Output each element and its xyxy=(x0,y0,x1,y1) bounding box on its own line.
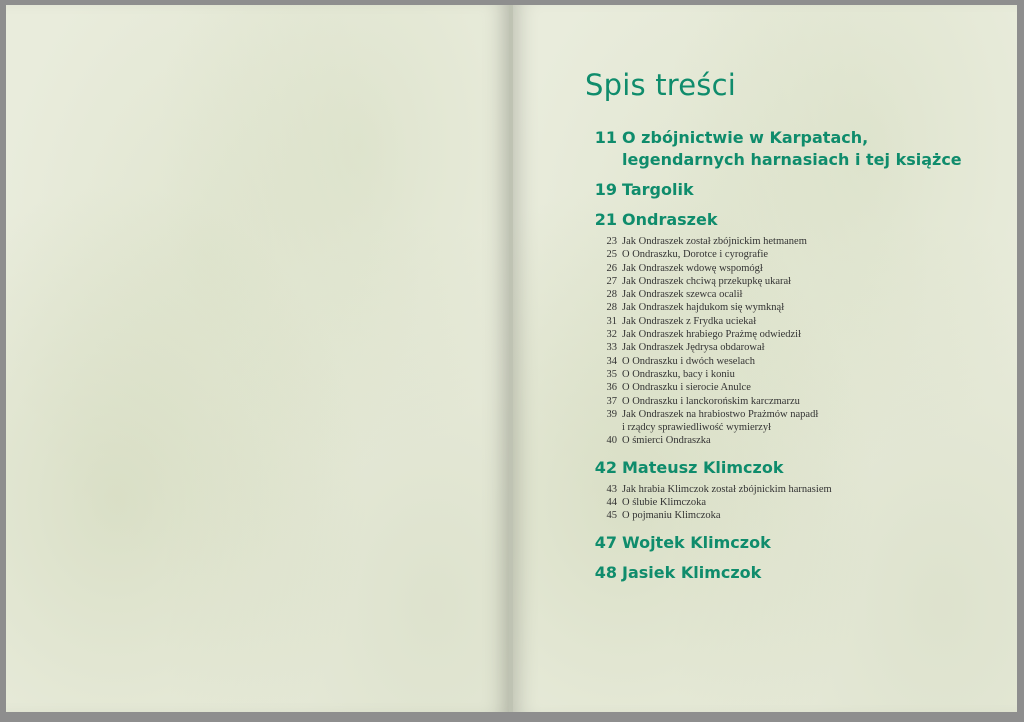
toc-page-number: 44 xyxy=(606,497,617,509)
toc-page-number: 45 xyxy=(606,510,617,522)
toc-page-number: 48 xyxy=(594,562,617,582)
toc-entry-title xyxy=(622,355,755,368)
page-title: Spis treści xyxy=(585,68,737,102)
toc-subentry xyxy=(585,483,1005,496)
toc-subentry xyxy=(585,355,1005,368)
toc-entry-line: Ondraszek xyxy=(622,210,718,229)
toc-entry-line: Jak Ondraszek wdowę wspomógł xyxy=(622,262,763,274)
toc-entry-title xyxy=(622,235,807,248)
toc-chapter xyxy=(585,562,1005,584)
toc-subentry xyxy=(585,408,1005,435)
toc-chapter xyxy=(585,532,1005,554)
toc-entry-line: O pojmaniu Klimczoka xyxy=(622,510,721,522)
toc-entry-title xyxy=(622,328,801,341)
table-of-contents xyxy=(585,127,1005,592)
toc-subentry xyxy=(585,301,1005,314)
toc-subentry xyxy=(585,235,1005,248)
toc-subentry xyxy=(585,262,1005,275)
toc-entry-line: Jak hrabia Klimczok został zbójnickim harnasiem xyxy=(622,483,832,495)
toc-subentry xyxy=(585,248,1005,261)
toc-page-number: 11 xyxy=(594,128,617,147)
toc-entry-line: Jak Ondraszek został zbójnickim hetmanem xyxy=(622,236,807,247)
toc-entry-line: i rządcy sprawiedliwość wymierzył xyxy=(622,422,771,434)
toc-page-number: 28 xyxy=(606,302,617,314)
toc-entry-line: Jasiek Klimczok xyxy=(622,562,762,582)
toc-subentry xyxy=(585,496,1005,509)
toc-entry-line: Targolik xyxy=(622,180,694,199)
toc-page-number: 31 xyxy=(606,315,617,327)
toc-entry-title xyxy=(622,457,783,479)
toc-page-number: 34 xyxy=(606,355,617,367)
toc-page-number: 37 xyxy=(606,395,617,407)
toc-page-number: 33 xyxy=(606,342,617,354)
toc-entry-line: Jak Ondraszek hajdukom się wymknął xyxy=(622,302,785,314)
toc-entry-title xyxy=(622,275,791,288)
toc-subentry xyxy=(585,381,1005,394)
toc-entry-line: Jak Ondraszek szewca ocalił xyxy=(622,289,743,301)
toc-page-number: 47 xyxy=(594,532,617,552)
toc-chapter xyxy=(585,209,1005,231)
toc-entry-line: Jak Ondraszek z Frydka uciekał xyxy=(622,315,757,327)
toc-entry-title xyxy=(622,434,711,447)
toc-subentry xyxy=(585,509,1005,522)
toc-page-number: 40 xyxy=(606,435,617,447)
toc-entry-line: Jak Ondraszek na hrabiostwo Prażmów napadł xyxy=(622,408,819,420)
toc-entry-line: O śmierci Ondraszka xyxy=(622,435,711,447)
toc-page-number: 28 xyxy=(606,289,617,301)
toc-entry-title xyxy=(622,301,784,314)
toc-page-number: 19 xyxy=(594,180,617,199)
left-page xyxy=(6,5,509,712)
toc-entry-title xyxy=(622,509,721,522)
toc-entry-line: legendarnych harnasiach i tej książce xyxy=(622,150,962,169)
toc-entry-line: O Ondraszku i dwóch weselach xyxy=(622,355,755,367)
toc-entry-line: Jak Ondraszek hrabiego Prażmę odwiedził xyxy=(622,329,802,341)
toc-page-number: 21 xyxy=(594,210,617,229)
toc-page-number: 26 xyxy=(606,262,617,274)
toc-entry-line: Jak Ondraszek chciwą przekupkę ukarał xyxy=(622,275,792,287)
toc-entry-line: O Ondraszku, bacy i koniu xyxy=(622,368,735,380)
toc-page-number: 27 xyxy=(606,275,617,287)
toc-entry-line: Mateusz Klimczok xyxy=(622,457,784,477)
toc-chapter xyxy=(585,457,1005,479)
toc-page-number: 39 xyxy=(606,408,617,420)
toc-page-number: 35 xyxy=(606,368,617,380)
toc-entry-title xyxy=(622,315,756,328)
toc-entry-title xyxy=(622,127,962,171)
toc-entry-title xyxy=(622,209,717,231)
toc-entry-title xyxy=(622,381,751,394)
toc-entry-line: Jak Ondraszek Jędrysa obdarował xyxy=(622,342,765,354)
toc-page-number: 36 xyxy=(606,382,617,394)
toc-entry-line: Wojtek Klimczok xyxy=(622,532,771,552)
toc-subentry xyxy=(585,434,1005,447)
toc-entry-line: O Ondraszku i sierocie Anulce xyxy=(622,382,751,394)
toc-subentry xyxy=(585,328,1005,341)
toc-entry-title xyxy=(622,532,771,554)
toc-entry-title xyxy=(622,288,742,301)
toc-entry-line: O Ondraszku i lanckorońskim karczmarzu xyxy=(622,395,800,407)
toc-entry-title xyxy=(622,408,818,435)
toc-subentry xyxy=(585,341,1005,354)
toc-subentry-list xyxy=(585,235,1005,448)
toc-entry-title xyxy=(622,179,694,201)
toc-subentry xyxy=(585,288,1005,301)
toc-entry-title xyxy=(622,496,706,509)
toc-entry-title xyxy=(622,395,800,408)
toc-subentry xyxy=(585,275,1005,288)
toc-chapter xyxy=(585,127,1005,171)
toc-entry-title xyxy=(622,483,832,496)
toc-entry-title xyxy=(622,248,768,261)
toc-chapter xyxy=(585,179,1005,201)
toc-entry-line: O Ondraszku, Dorotce i cyrografie xyxy=(622,249,769,261)
toc-page-number: 42 xyxy=(594,457,617,477)
toc-page-number: 43 xyxy=(606,483,617,495)
toc-page-number: 25 xyxy=(606,249,617,261)
toc-entry-line: O zbójnictwie w Karpatach, xyxy=(622,128,869,147)
toc-entry-title xyxy=(622,368,735,381)
toc-entry-line: O ślubie Klimczoka xyxy=(622,497,706,509)
toc-subentry xyxy=(585,395,1005,408)
toc-subentry xyxy=(585,315,1005,328)
toc-page-number: 32 xyxy=(606,329,617,341)
toc-subentry-list xyxy=(585,483,1005,523)
toc-entry-title xyxy=(622,341,765,354)
toc-entry-title xyxy=(622,262,763,275)
toc-page-number: 23 xyxy=(606,236,617,247)
toc-entry-title xyxy=(622,562,761,584)
toc-subentry xyxy=(585,368,1005,381)
